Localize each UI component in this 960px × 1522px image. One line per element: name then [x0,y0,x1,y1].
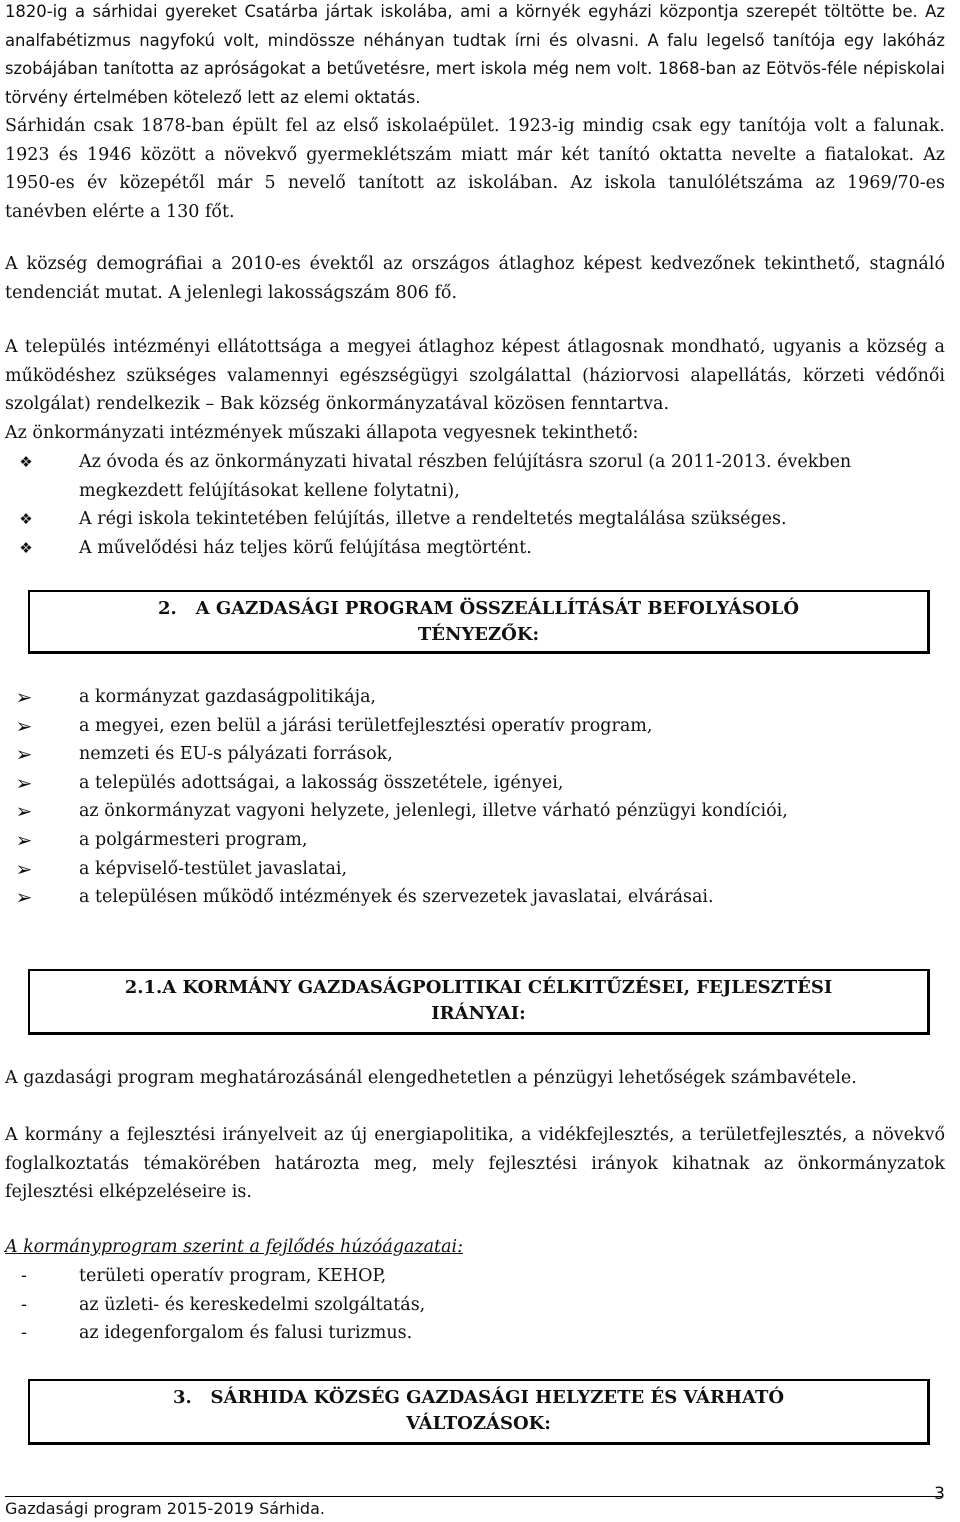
diamond-bullet-icon: ❖ [19,538,33,557]
arrow-bullet-icon: ➢ [15,770,33,795]
arrow-bullet-icon: ➢ [15,885,33,910]
list-item: ➢ nemzeti és EU-s pályázati források, [5,740,945,769]
footer-divider [5,1496,943,1497]
section-3-heading-box [28,1379,930,1445]
financial-paragraph: A gazdasági program meghatározásánál elengedhetetlen a pénzügyi lehetőségek számbavétele. [5,1068,857,1088]
diamond-bullet-icon: ❖ [19,453,33,471]
dash-bullet-icon: - [21,1323,27,1344]
section-2-title: 2. A GAZDASÁGI PROGRAM ÖSSZEÁLLÍTÁSÁT BEFOLYÁSOLÓ [158,598,799,619]
dash-bullet-icon: - [21,1294,27,1315]
institutions-paragraph: A település intézményi ellátottsága a megyei átlaghoz képest átlagosnak mondható, ugyanis a község a működéshez szükséges valamennyi egészségügyi szolgálattal (háziorvosi alapellátás, körzeti védőnői szolgálat) rendelkezik – Bak község önkormányzatával közösen fenntartva. [5,337,945,415]
history-paragraph: 1820-ig a sárhidai gyereket Csatárba jártak iskolába, ami a környék egyházi központja szerepét töltötte be. Az analfabétizmus nagyfokú volt, mindössze néhányan tudtak írni és olvasni. A falu legelső tanítója egy lakóház szobájában tanította az apróságokat a betűvetésre, mert iskola még nem volt. 1868-ban az Eötvös-féle népiskolai törvény értelmében kötelező lett az elemi oktatás. [5,2,945,107]
section-2-1-heading-box [28,969,930,1035]
arrow-list [5,683,945,912]
list-item: ➢ a képviselő-testület javaslatai, [5,855,945,884]
section-2-1-title-cont: IRÁNYAI: [431,1003,526,1024]
dash-bullet-icon: - [21,1266,27,1286]
page-number: 3 [934,1484,945,1504]
list-item: ➢ a megyei, ezen belül a járási területfejlesztési operatív program, [5,712,945,741]
arrow-bullet-icon: ➢ [15,713,33,738]
government-paragraph: A kormány a fejlesztési irányelveit az új energiapolitika, a vidékfejlesztés, a területfejlesztés, a növekvő foglalkoztatás témakörében határozta meg, mely fejlesztési irányok kihatnak az önkormányzatok fejlesztési elképzeléseire is. [5,1125,945,1203]
arrow-bullet-icon: ➢ [15,742,33,767]
diamond-list [5,448,945,562]
dash-list [5,1262,945,1348]
list-item: ❖ A művelődési ház teljes körű felújítása megtörtént. [5,534,945,563]
list-item: ➢ a település adottságai, a lakosság összetétele, igényei, [5,769,945,798]
footer-title: Gazdasági program 2015-2019 Sárhida. [5,1499,325,1518]
list-item: ➢ az önkormányzat vagyoni helyzete, jelenlegi, illetve várható pénzügyi kondíciói, [5,797,945,826]
section-2-1-title: 2.1.A KORMÁNY GAZDASÁGPOLITIKAI CÉLKITŰZÉSEI, FEJLESZTÉSI [124,977,833,998]
arrow-bullet-icon: ➢ [15,856,33,881]
list-item: ❖ Az óvoda és az önkormányzati hivatal részben felújításra szorul (a 2011-2013. években megkezdett felújításokat kellene folytatni), [5,448,945,505]
building-state-paragraph: Az önkormányzati intézmények műszaki állapota vegyesnek tekinthető: [5,423,639,443]
list-item: ➢ a településen működő intézmények és szervezetek javaslatai, elvárásai. [5,883,945,912]
arrow-bullet-icon: ➢ [15,799,33,824]
page-footer [5,1484,945,1520]
demography-paragraph: A község demográfiai a 2010-es évektől az országos átlaghoz képest kedvezőnek tekinthető, stagnáló tendenciát mutat. A jelenlegi lakosságszám 806 fő. [5,254,945,303]
school-history-paragraph: Sárhidán csak 1878-ban épült fel az első iskolaépület. 1923-ig mindig csak egy tanítója volt a falunak. 1923 és 1946 között a növekvő gyermeklétszám miatt már két tanító oktatta nevelte a fiatalokat. Az 1950-es év közepétől már 5 nevelő tanított az iskolában. Az iskola tanulólétszáma az 1969/70-es tanévben elérte a 130 főt. [5,116,945,222]
list-item: - az üzleti- és kereskedelmi szolgáltatás, [5,1291,945,1320]
diamond-bullet-icon: ❖ [19,510,33,529]
list-item: ❖ A régi iskola tekintetében felújítás, illetve a rendeltetés megtalálása szükséges. [5,505,945,534]
section-2-title-cont: TÉNYEZŐK: [417,624,540,645]
list-item: - területi operatív program, KEHOP, [5,1262,945,1291]
section-3-title: 3. SÁRHIDA KÖZSÉG GAZDASÁGI HELYZETE ÉS VÁRHATÓ [172,1387,785,1408]
list-item: - az idegenforgalom és falusi turizmus. [5,1319,945,1348]
list-item: ➢ a polgármesteri program, [5,826,945,855]
list-item: ➢ a kormányzat gazdaságpolitikája, [5,683,945,712]
arrow-bullet-icon: ➢ [15,827,33,852]
section-3-title-cont: VÁLTOZÁSOK: [406,1413,551,1434]
section-2-heading-box [28,590,930,654]
growth-sectors-heading: A kormányprogram szerint a fejlődés húzóágazatai: [5,1237,464,1257]
arrow-bullet-icon: ➢ [15,685,33,709]
